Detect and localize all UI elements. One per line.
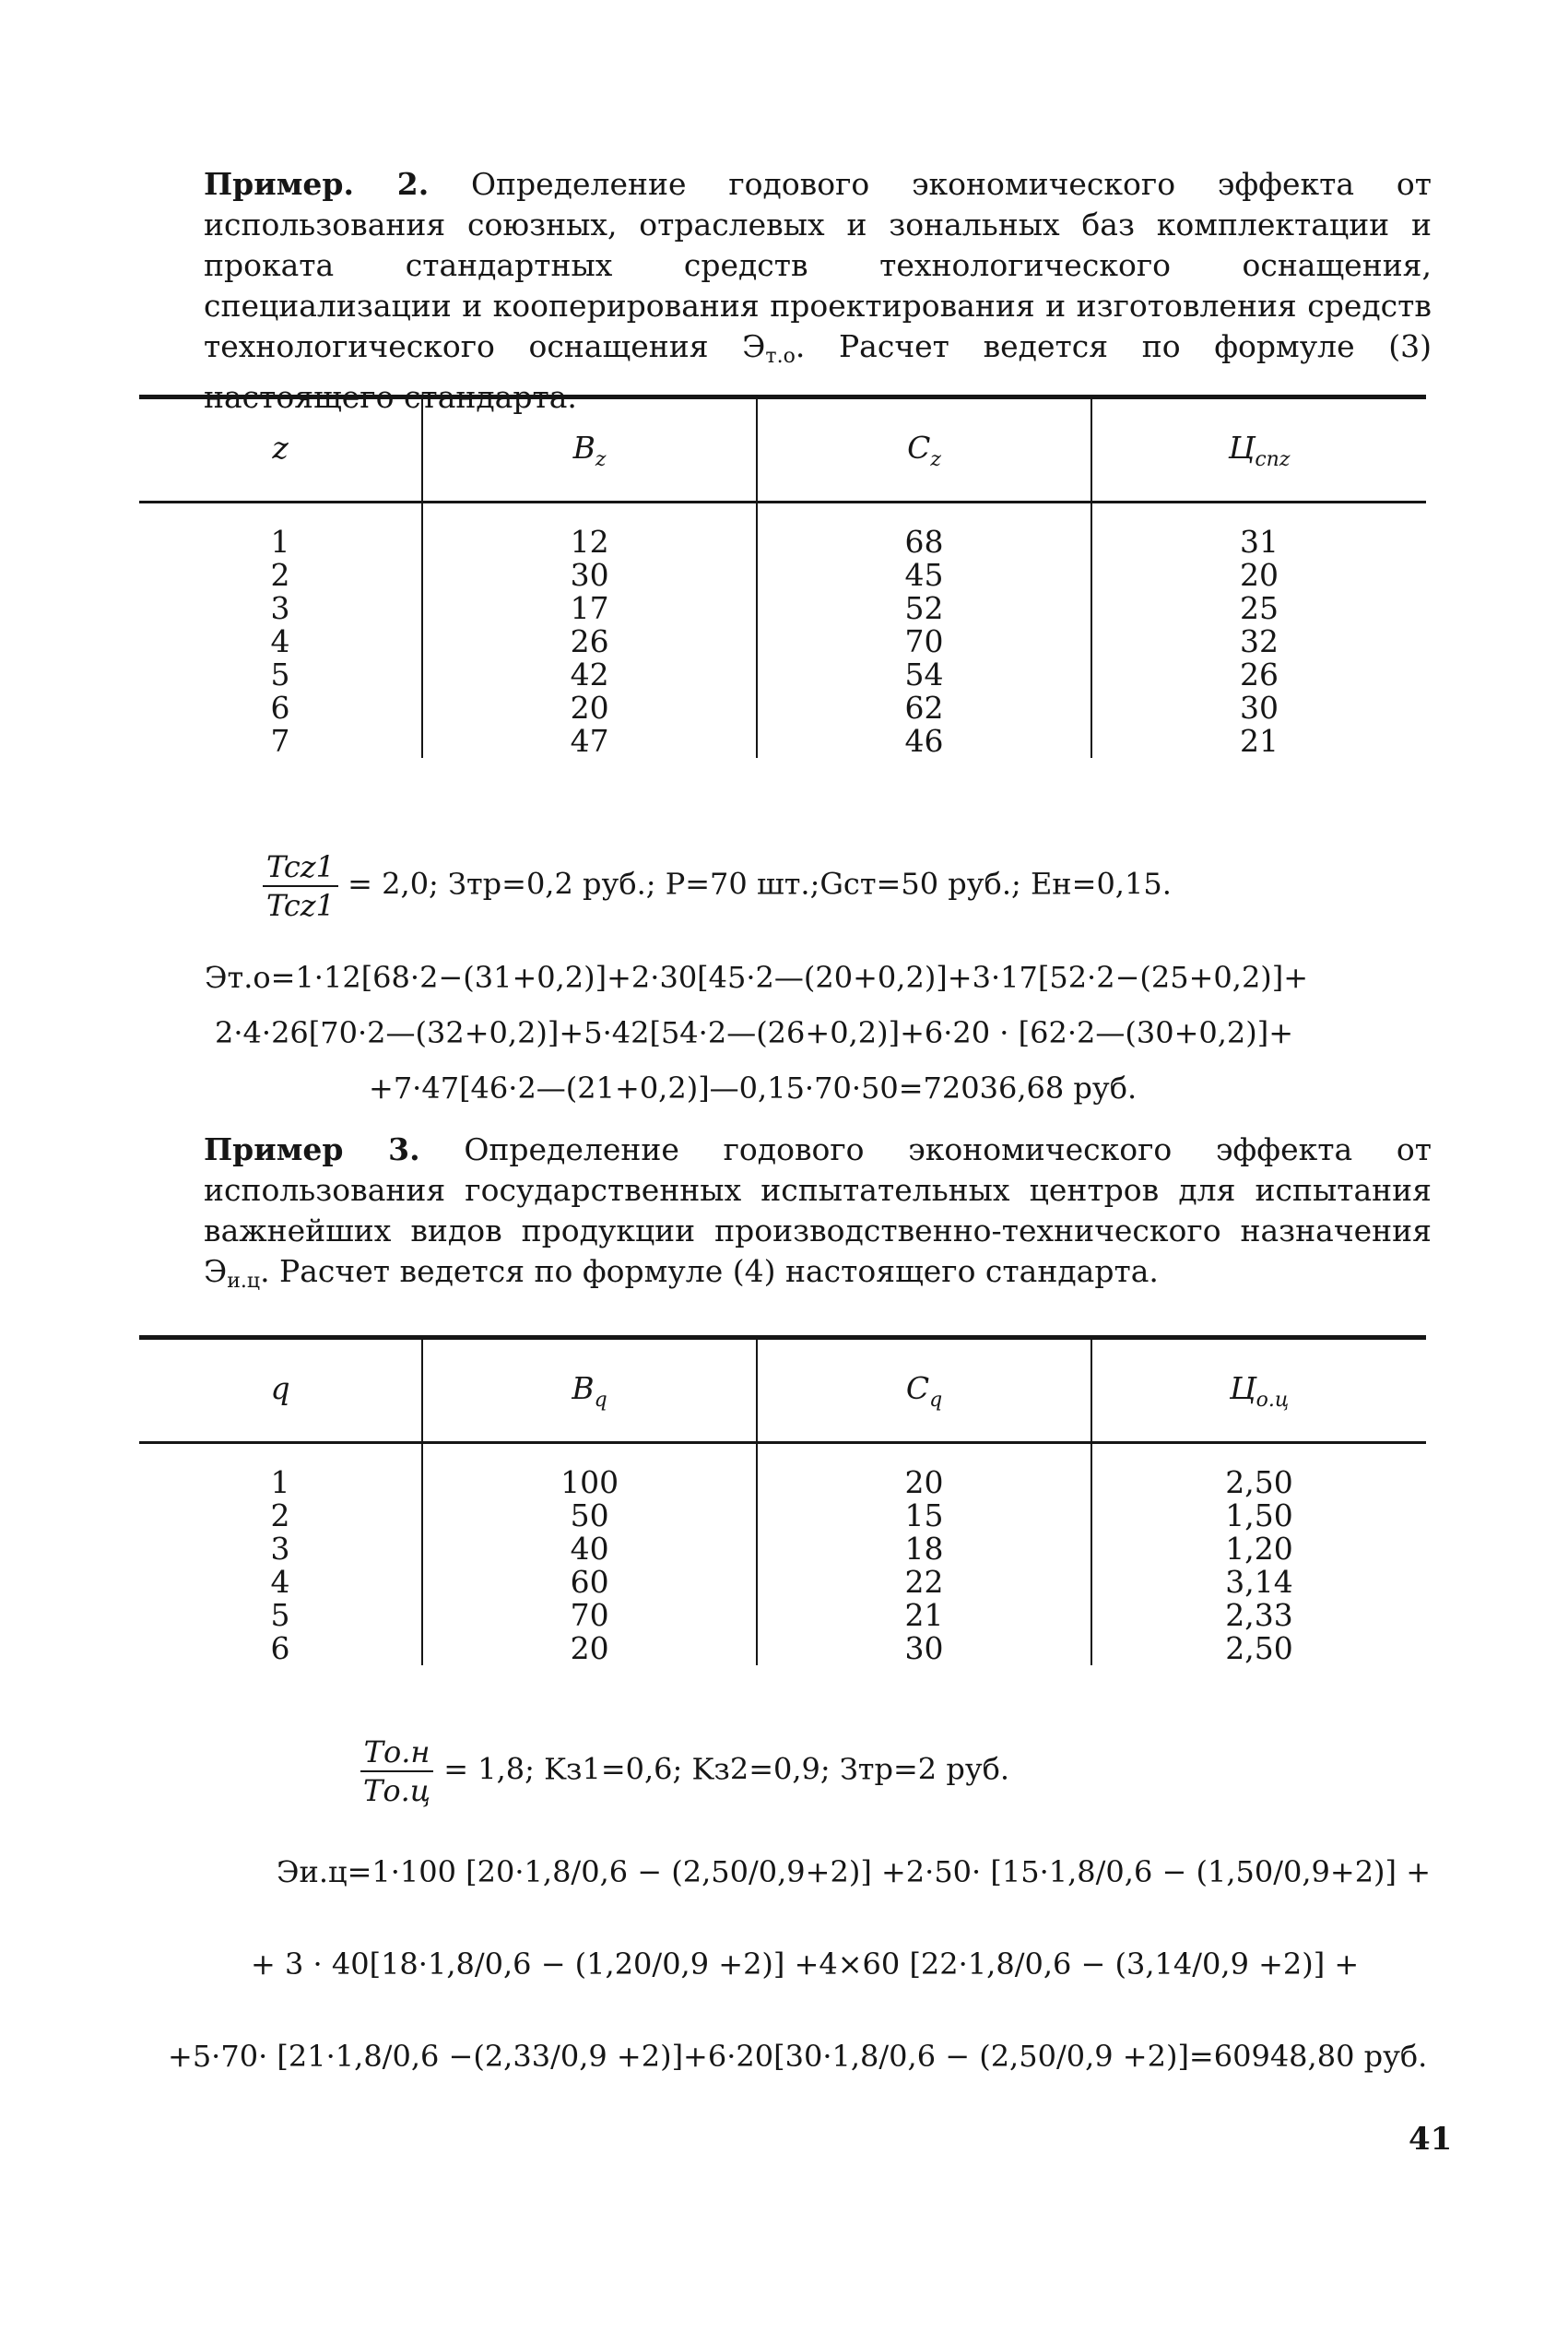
formula-1-params: = 2,0; Зтр=0,2 руб.; P=70 шт.;Gст=50 руб.; Eн=0,15. — [348, 866, 1172, 902]
formula-2-params: = 1,8; Kз1=0,6; Kз2=0,9; Зтр=2 руб. — [443, 1751, 1010, 1787]
table-1-col-c: 68 45 52 70 54 62 46 — [757, 503, 1091, 759]
table-1-header-z: z — [139, 397, 422, 503]
table-2-body-row — [139, 1443, 1426, 1666]
example2-lead: Пример. 2. — [204, 166, 430, 202]
formula-2-line-2: + 3 · 40[18·1,8/0,6 − (1,20/0,9 +2)] +4×60 [22·1,8/0,6 − (3,14/0,9 +2)] + — [251, 1946, 1360, 1982]
formula-2-line-3: +5·70· [21·1,8/0,6 −(2,33/0,9 +2)]+6·20[30·1,8/0,6 − (2,50/0,9 +2)]=60948,80 руб. — [168, 2039, 1428, 2074]
table-2-col-price: 2,50 1,50 1,20 3,14 2,33 2,50 — [1091, 1443, 1426, 1666]
table-2-col-c: 20 15 18 22 21 30 — [757, 1443, 1091, 1666]
table-1-col-price: 31 20 25 32 26 30 21 — [1091, 503, 1426, 759]
table-1-header-row — [139, 397, 1426, 503]
table-1-body-row — [139, 503, 1426, 759]
table-2-header-price: $Ц_{о.ц}$ — [1091, 1338, 1426, 1443]
table-1-header-price: $Ц_{спz}$ — [1091, 397, 1426, 503]
formula-1-line-1: Эт.о=1·12[68·2−(31+0,2)]+2·30[45·2—(20+0,2)]+3·17[52·2−(25+0,2)]+ — [205, 960, 1309, 995]
example2-symbol-sub: т.о — [765, 345, 796, 368]
table-2-header-b: $В_q$ — [422, 1338, 757, 1443]
table-1 — [139, 395, 1426, 758]
example3-paragraph — [204, 1130, 1432, 1302]
table-2-header-q: q — [139, 1338, 422, 1443]
table-1-col-z: 1 2 3 4 5 6 7 — [270, 524, 290, 759]
example2-text: Определение годового экономического эффекта от использования союзных, отраслевых и зональных баз комплектации и проката стандартных средств технологического оснащения, специализации и кооперирования проектирования и изготовления средств технологического оснащения Э — [204, 166, 1432, 364]
example3-symbol-sub: и.ц — [227, 1270, 261, 1293]
example2-paragraph — [204, 164, 1432, 418]
formula-1-line-3: +7·47[46·2—(21+0,2)]—0,15·70·50=72036,68 руб. — [369, 1071, 1138, 1106]
page-number: 41 — [1409, 2121, 1453, 2158]
example3-text: Определение годового экономического эффекта от использования государственных испытательных центров для испытания важнейших видов продукции производственно-технического назначения Э — [204, 1131, 1432, 1289]
formula-1-ratio — [263, 848, 1172, 924]
formula-2-ratio — [360, 1733, 1009, 1809]
table-2-col-q: 1 2 3 4 5 6 — [270, 1464, 290, 1666]
ratio-2-numerator: Tо.н — [360, 1733, 434, 1772]
table-2-header-c: $C_q$ — [757, 1338, 1091, 1443]
ratio-1-denominator: Tcz1 — [266, 888, 335, 923]
formula-2-line-1: Эи.ц=1·100 [20·1,8/0,6 − (2,50/0,9+2)] +2·50· [15·1,8/0,6 − (1,50/0,9+2)] + — [277, 1854, 1431, 1889]
example2-tail: . Расчет ведется по формуле (3) настоящего стандарта. — [204, 328, 1432, 415]
table-1-header-b: $В_z$ — [422, 397, 757, 503]
example3-tail: . Расчет ведется по формуле (4) настоящего стандарта. — [260, 1253, 1159, 1289]
ratio-2-denominator: Tо.ц — [363, 1773, 431, 1808]
table-2 — [139, 1335, 1426, 1665]
table-2-header-row — [139, 1338, 1426, 1443]
table-2-col-b: 100 50 40 60 70 20 — [422, 1443, 757, 1666]
table-1-col-b: 12 30 17 26 42 20 47 — [422, 503, 757, 759]
formula-1-line-2: 2·4·26[70·2—(32+0,2)]+5·42[54·2—(26+0,2)]+6·20 · [62·2—(30+0,2)]+ — [215, 1015, 1294, 1050]
table-1-header-c: $C_z$ — [757, 397, 1091, 503]
ratio-1-numerator: Tcz1 — [263, 848, 338, 887]
example3-lead: Пример 3. — [204, 1131, 420, 1167]
